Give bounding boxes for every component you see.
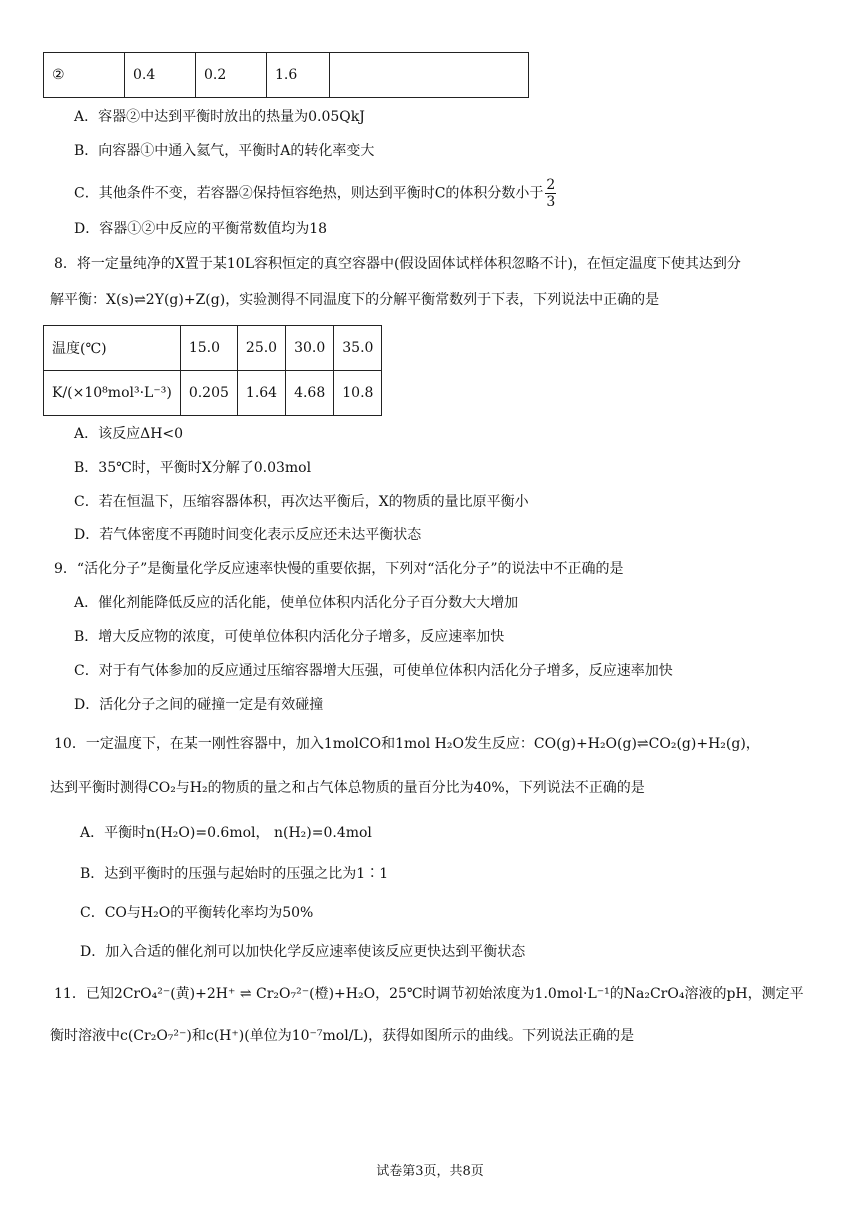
table-cell: 10.8 [334,371,382,416]
q7-option-b: B．向容器①中通入氦气，平衡时A的转化率变大 [74,143,375,159]
q8-stem-post: ，实验测得不同温度下的分解平衡常数列于下表，下列说法中正确的是 [225,292,660,308]
table-cell: 0.4 [125,53,196,98]
table-header-temp: 温度(℃) [44,326,181,371]
q8-table [43,325,382,416]
q8-option-c: C．若在恒温下，压缩容器体积，再次达平衡后，X的物质的量比原平衡小 [74,494,529,510]
table-cell: 30.0 [286,326,334,371]
table-cell: 4.68 [286,371,334,416]
q8-stem-line2 [50,290,659,310]
q7-option-a: A．容器②中达到平衡时放出的热量为0.05QkJ [74,109,365,125]
q8-option-d: D．若气体密度不再随时间变化表示反应还未达平衡状态 [74,527,422,543]
table-header-k: K/(×10⁸mol³·L⁻³) [44,371,181,416]
table-cell [330,53,529,98]
table-row [44,326,382,371]
page-footer: 试卷第3页，共8页 [376,1164,484,1179]
q7-option-c-text: C．其他条件不变，若容器②保持恒容绝热，则达到平衡时C的体积分数小于 [74,185,544,202]
table-cell: 1.6 [267,53,330,98]
q9-option-b: B．增大反应物的浓度，可使单位体积内活化分子增多，反应速率加快 [74,629,505,645]
table-cell: 35.0 [334,326,382,371]
q8-stem-pre: 解平衡： [50,292,106,308]
fraction [545,177,556,210]
q10-stem-line1: 10．一定温度下，在某一刚性容器中，加入1molCO和1mol H₂O发生反应：CO(g)+H₂O(g)⇌CO₂(g)+H₂(g)， [54,736,760,752]
q10-option-a: A．平衡时n(H₂O)=0.6mol， n(H₂)=0.4mol [80,825,372,841]
q10-stem-line2: 达到平衡时测得CO₂与H₂的物质的量之和占气体总物质的量百分比为40%，下列说法不正确的是 [50,780,645,796]
table-continued [43,52,529,98]
q7-option-c [74,177,556,210]
q8-option-a: A．该反应ΔH<0 [74,426,184,442]
fraction-numerator: 2 [546,177,556,193]
table-cell: 0.205 [180,371,237,416]
q10-option-c: C．CO与H₂O的平衡转化率均为50% [80,905,314,921]
q11-stem-line1: 11．已知2CrO₄²⁻(黄)+2H⁺ ⇌ Cr₂O₇²⁻(橙)+H₂O，25℃时调节初始浓度为1.0mol·L⁻¹的Na₂CrO₄溶液的pH，测定平 [54,986,804,1002]
table-cell: 15.0 [180,326,237,371]
fraction-denominator: 3 [546,194,556,210]
q7-option-d: D．容器①②中反应的平衡常数值均为18 [74,221,328,237]
q8-equation: X(s)⇌2Y(g)+Z(g) [106,292,226,308]
q10-option-d: D．加入合适的催化剂可以加快化学反应速率使该反应更快达到平衡状态 [80,944,526,960]
q8-option-b: B．35℃时，平衡时X分解了0.03mol [74,460,312,476]
q10-option-b: B．达到平衡时的压强与起始时的压强之比为1∶1 [80,866,389,882]
table-cell: 0.2 [196,53,267,98]
q8-stem-line1: 8．将一定量纯净的X置于某10L容积恒定的真空容器中(假设固体试样体积忽略不计)，在恒定温度下使其达到分 [54,256,741,272]
table-row [44,53,529,98]
q9-option-a: A．催化剂能降低反应的活化能，使单位体积内活化分子百分数大大增加 [74,595,519,611]
table-cell: 1.64 [237,371,285,416]
table-row [44,371,382,416]
q11-stem-line2: 衡时溶液中c(Cr₂O₇²⁻)和c(H⁺)(单位为10⁻⁷mol/L)，获得如图所示的曲线。下列说法正确的是 [50,1028,635,1044]
q9-option-d: D．活化分子之间的碰撞一定是有效碰撞 [74,697,324,713]
table-cell: 25.0 [237,326,285,371]
q9-stem: 9．“活化分子”是衡量化学反应速率快慢的重要依据，下列对“活化分子”的说法中不正确的是 [54,561,624,577]
q9-option-c: C．对于有气体参加的反应通过压缩容器增大压强，可使单位体积内活化分子增多，反应速率加快 [74,663,673,679]
table-cell: ② [44,53,125,98]
